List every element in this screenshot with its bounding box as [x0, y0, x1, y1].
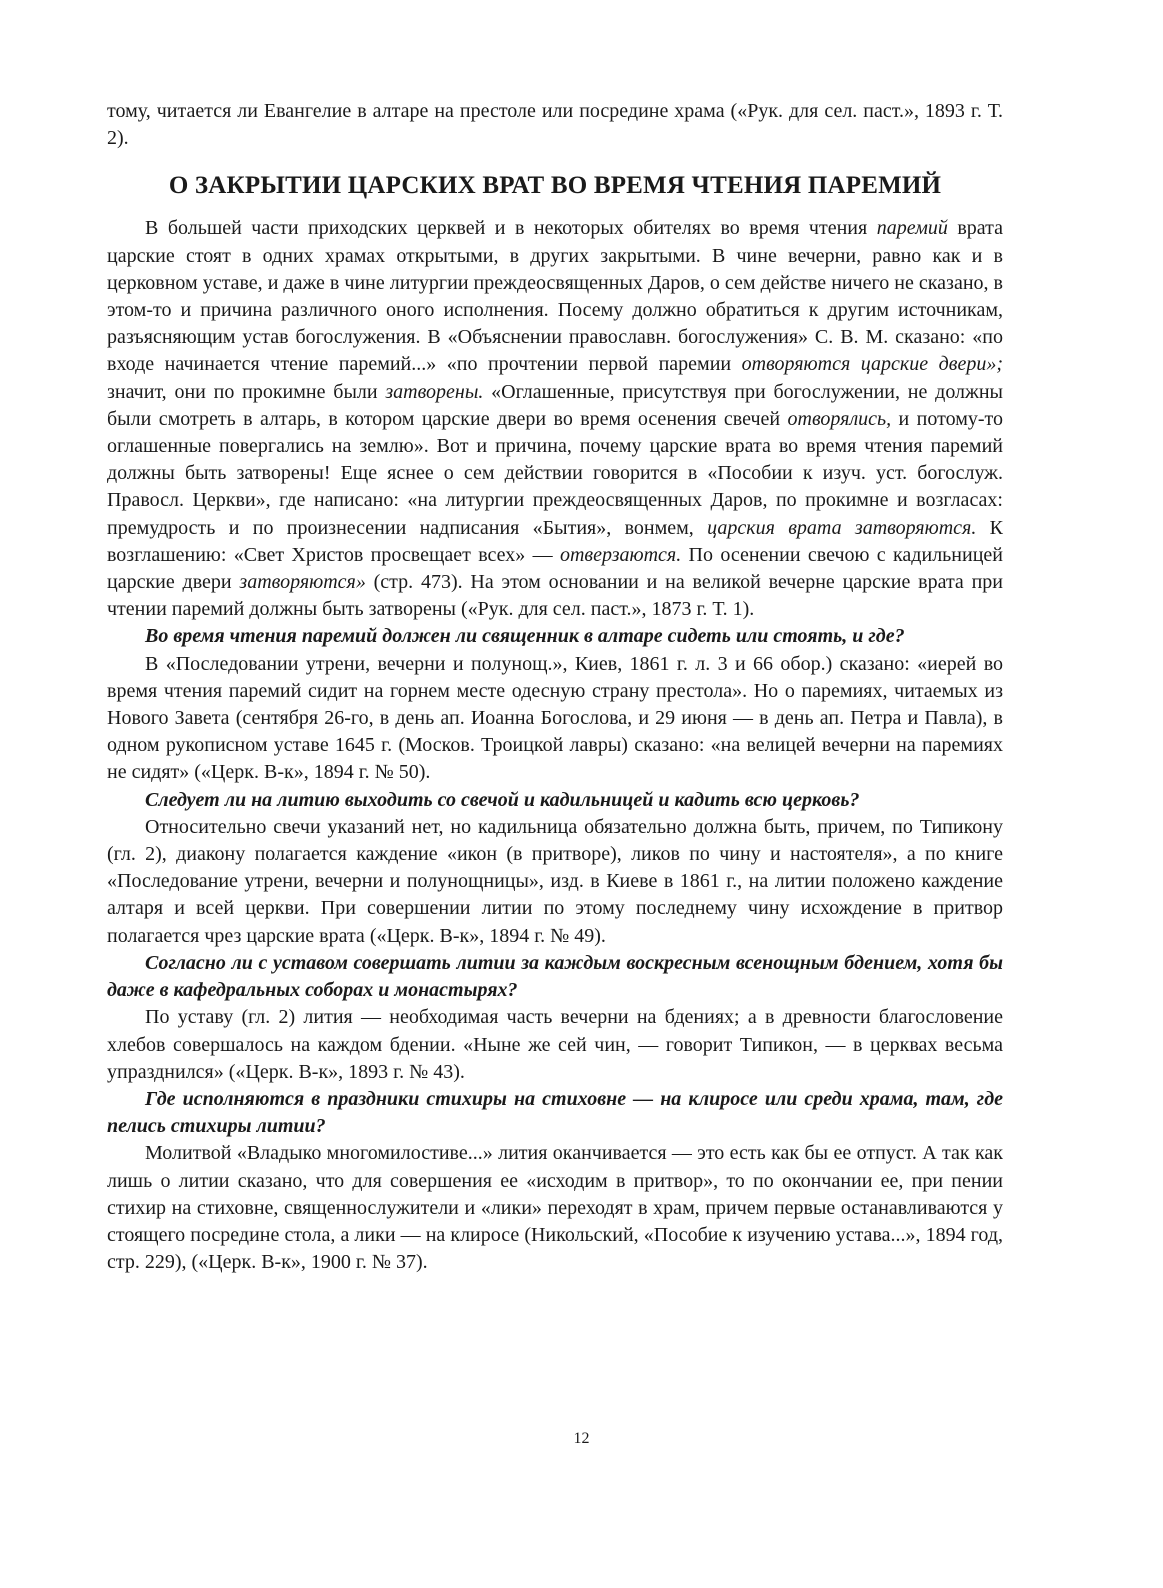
- italic-run: царския врата затворяются.: [707, 516, 977, 539]
- text-run: врата царские стоят в одних храмах открытыми, в других закрытыми. В чине вечерни, равно как и в церковном уставе, и даже в чине литургии преждеосвященных Даров, о сем действе ничего не сказано, в этом-то и причина различного оного исполнения. Посему должно обратиться к другим источникам, разъясняющим устав богослужения. В «Объяснении православн. богослужения» С. В. М. сказано: «по входе начинается чтение паремий...» «по прочтении первой паремии: [107, 217, 1003, 376]
- answer-2: Относительно свечи указаний нет, но кадильница обязательно должна быть, причем, по Типикону (гл. 2), диакону полагается каждение «икон (в притворе), ликов по чину и настоятеля», а по книге «Последование утрени, вечерни и полунощницы», изд. в Киеве в 1861 г., на литии положено каждение алтаря и всей церкви. При совершении литии по этому последнему чину исхождение в притвор полагается чрез царские врата («Церк. В-к», 1894 г. № 49).: [107, 815, 1003, 947]
- question-4: Где исполняются в праздники стихиры на стиховне — на клиросе или среди храма, там, где пелись стихиры литии?: [107, 1087, 1003, 1138]
- page-body: [107, 98, 1003, 1276]
- italic-run: отворяются царские двери»;: [741, 353, 1003, 376]
- text-run: К возглашению: «Свет Христов просвещает всех» —: [107, 516, 1003, 566]
- text-run: и потому-то оглашенные повергались на землю». Вот и причина, почему царские врата во время чтения паремий должны быть затворены! Еще яснее о сем действии говорится в «Пособии к изуч. уст. богослуж. Правосл. Церкви», где написано: «на литургии преждеосвященных Даров, по прокимне и возгласах: премудрость и по произнесении надписания «Бытия», вонмем,: [107, 407, 1003, 539]
- question-1: Во время чтения паремий должен ли священник в алтаре сидеть или стоять, и где?: [145, 625, 905, 648]
- question-3: Согласно ли с уставом совершать литии за каждым воскресным всенощным бдением, хотя бы даже в кафедральных соборах и монастырях?: [107, 951, 1003, 1002]
- italic-run: отверзаются.: [559, 543, 682, 566]
- italic-run: паремий: [876, 217, 948, 240]
- paragraph-paremii: [107, 215, 1003, 623]
- page-number: 12: [573, 1430, 590, 1447]
- answer-3: По уставу (гл. 2) лития — необходимая часть вечерни на бдениях; а в древности благословение хлебов совершалось на каждом бдении. «Ныне же сей чин, — говорит Типикон, — в церквах весьма упразднился» («Церк. В-к», 1893 г. № 43).: [107, 1006, 1003, 1083]
- intro-paragraph: тому, читается ли Евангелие в алтаре на престоле или посредине храма («Рук. для сел. паст.», 1893 г. Т. 2).: [107, 100, 1003, 150]
- text-run: По осенении свечою с кадильницей царские двери: [107, 543, 1003, 594]
- italic-run: затворяются»: [239, 571, 366, 594]
- text-run: В большей части приходских церквей и в некоторых обителях во время чтения: [145, 217, 877, 240]
- text-run: значит, они по прокимне были: [107, 380, 386, 403]
- italic-run: отворялись,: [787, 407, 892, 430]
- answer-4: Молитвой «Владыко многомилостиве...» лития оканчивается — это есть как бы ее отпуст. А так как лишь о литии сказано, что для совершения ее «исходим в притвор», то по окончании ее, при пении стихир на стиховне, священнослужители и «лики» переходят в храм, причем первые останавливаются у стоящего посредине стола, а лики — на клиросе (Никольский, «Пособие к изучению устава...», 1894 год, стр. 229), («Церк. В-к», 1900 г. № 37).: [107, 1142, 1003, 1274]
- italic-run: затворены.: [385, 380, 484, 403]
- text-run: «Оглашенные, присутствуя при богослужении, не должны были смотреть в алтарь, в котором царские двери во время осенения свечей: [107, 380, 1003, 430]
- answer-1: В «Последовании утрени, вечерни и полунощ.», Киев, 1861 г. л. 3 и 66 обор.) сказано: «иерей во время чтения паремий сидит на горнем месте одесную страну престола». Но о паремиях, читаемых из Нового Завета (сентября 26-го, в день ап. Иоанна Богослова, и 29 июня — в день ап. Петра и Павла), в одном рукописном уставе 1645 г. (Москов. Троицкой лавры) сказано: «на велицей вечерни на паремиях не сидят» («Церк. В-к», 1894 г. № 50).: [107, 652, 1003, 784]
- section-heading: О ЗАКРЫТИИ ЦАРСКИХ ВРАТ ВО ВРЕМЯ ЧТЕНИЯ ПАРЕМИЙ: [168, 172, 942, 200]
- text-run: (стр. 473). На этом основании и на великой вечерне царские врата при чтении паремий должны быть затворены («Рук. для сел. паст.», 1873 г. Т. 1).: [107, 571, 1004, 621]
- question-2: Следует ли на литию выходить со свечой и кадильницей и кадить всю церковь?: [145, 788, 860, 811]
